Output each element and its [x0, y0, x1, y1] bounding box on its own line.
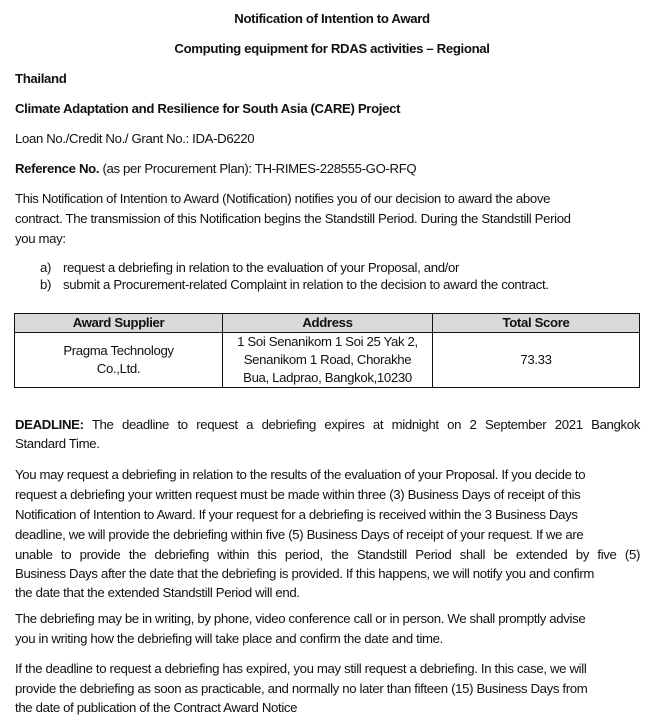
document-subtitle: Computing equipment for RDAS activities – Regional [174, 41, 490, 56]
supplier-cell [15, 333, 223, 388]
loan-number: Loan No./Credit No./ Grant No.: IDA-D6220 [15, 131, 255, 146]
format-line: you in writing how the debriefing will take place and confirm the date and time. [15, 631, 443, 646]
expired-line: provide the debriefing as soon as practicable, and normally no later than fifteen (15) Business Days from [15, 681, 588, 696]
list-item: submit a Procurement-related Complaint in relation to the decision to award the contract. [63, 277, 549, 292]
reference-number [15, 161, 416, 177]
score-cell: 73.33 [433, 333, 640, 388]
list-marker: a) [40, 260, 52, 275]
intro-line: you may: [15, 231, 66, 246]
address-line: 1 Soi Senanikom 1 Soi 25 Yak 2, [237, 334, 418, 349]
supplier-line: Pragma Technology [63, 343, 174, 358]
address-line: Bua, Ladprao, Bangkok,10230 [243, 370, 412, 385]
debriefing-line: You may request a debriefing in relation to the results of the evaluation of your Proposal. If you decide to [15, 467, 586, 482]
deadline-label: DEADLINE: [15, 417, 84, 432]
intro-line: contract. The transmission of this Notification begins the Standstill Period. During the Standstill Period [15, 211, 571, 226]
list-marker: b) [40, 277, 52, 292]
document-title: Notification of Intention to Award [234, 11, 430, 26]
column-header-address: Address [223, 314, 433, 333]
reference-value: (as per Procurement Plan): TH-RIMES-228555-GO-RFQ [99, 161, 417, 176]
expired-line: the date of publication of the Contract Award Notice [15, 700, 298, 715]
country: Thailand [15, 71, 67, 86]
project-name: Climate Adaptation and Resilience for South Asia (CARE) Project [15, 101, 401, 116]
debriefing-line: unable to provide the debriefing within this period, the Standstill Period shall be extended by five (5) [15, 547, 640, 562]
deadline-line: Standard Time. [15, 436, 100, 451]
column-header-supplier: Award Supplier [15, 314, 223, 333]
debriefing-line: deadline, we will provide the debriefing within five (5) Business Days of receipt of your request. If we are [15, 527, 584, 542]
deadline-text: The deadline to request a debriefing expires at midnight on 2 September 2021 Bangkok [83, 417, 640, 432]
table-header-row [15, 314, 640, 333]
address-line: Senanikom 1 Road, Chorakhe [243, 352, 412, 367]
award-table [14, 313, 640, 388]
reference-label: Reference No. [15, 161, 100, 176]
list-item: request a debriefing in relation to the evaluation of your Proposal, and/or [63, 260, 460, 275]
deadline-line [15, 417, 640, 433]
table-row [15, 333, 640, 388]
expired-line: If the deadline to request a debriefing has expired, you may still request a debriefing. In this case, we will [15, 661, 587, 676]
format-line: The debriefing may be in writing, by phone, video conference call or in person. We shall promptly advise [15, 611, 586, 626]
debriefing-line: Notification of Intention to Award. If your request for a debriefing is received within the 3 Business Days [15, 507, 578, 522]
address-cell [223, 333, 433, 388]
column-header-score: Total Score [433, 314, 640, 333]
intro-line: This Notification of Intention to Award (Notification) notifies you of our decision to award the above [15, 191, 551, 206]
debriefing-line: the date that the extended Standstill Period will end. [15, 585, 300, 600]
debriefing-line: Business Days after the date that the debriefing is provided. If this happens, we will notify you and confirm [15, 566, 595, 581]
supplier-line: Co.,Ltd. [96, 361, 141, 376]
debriefing-line: request a debriefing your written request must be made within three (3) Business Days of receipt of this [15, 487, 581, 502]
